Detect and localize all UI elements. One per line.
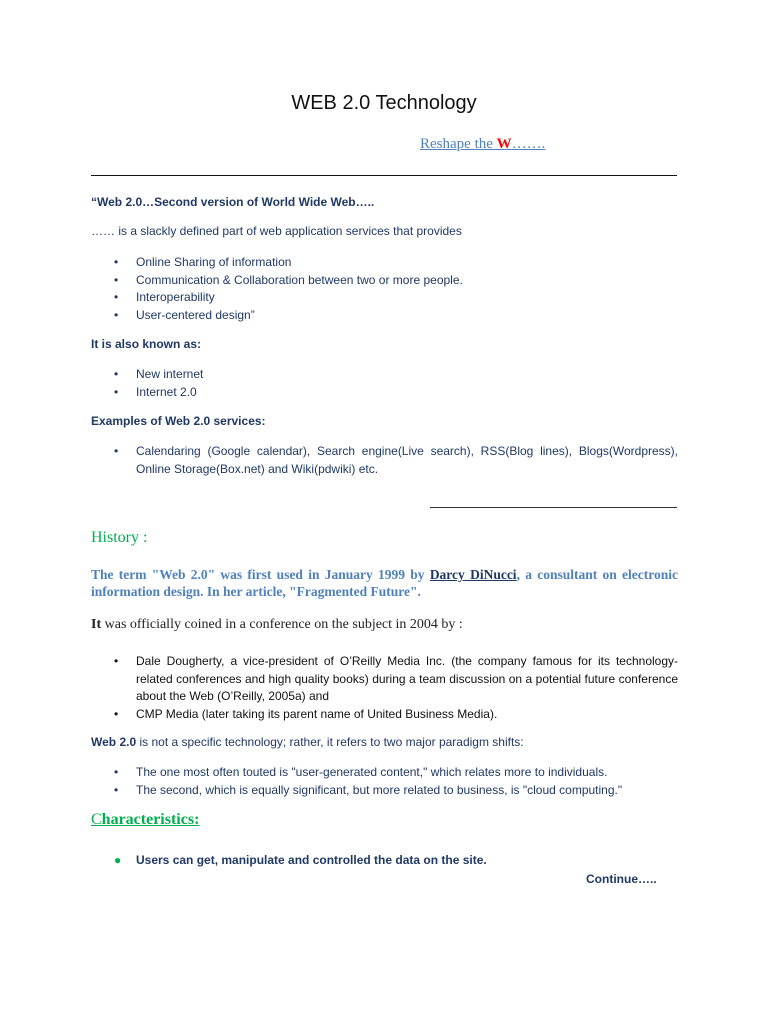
paradigm-line: [91, 735, 524, 749]
list-item-text: Interoperability: [136, 290, 215, 304]
list-item-text: The one most often touted is "user-generated content," which relates more to individuals.: [136, 765, 608, 779]
bullet-icon: •: [114, 782, 119, 797]
examples-list: [91, 443, 678, 478]
list-item: [91, 254, 681, 272]
aka-heading: It is also known as:: [91, 337, 202, 351]
subtitle-prefix: Reshape the: [420, 136, 497, 152]
characteristics-list: [91, 852, 681, 870]
section-divider: [430, 507, 677, 508]
definition-list: [91, 254, 681, 324]
list-item: [91, 443, 678, 478]
list-item-text: Calendaring (Google calendar), Search engine(Live search), RSS(Blog lines), Blogs(Wordpress), Online Storage(Box.net) and Wiki(pdwiki) etc.: [136, 444, 678, 476]
list-item: [91, 852, 681, 870]
darcy-dinucci-link[interactable]: Darcy DiNucci: [429, 567, 517, 582]
list-item: [91, 653, 678, 706]
list-item: [91, 384, 681, 402]
definition-line2: …… is a slackly defined part of web application services that provides: [91, 224, 462, 238]
bullet-icon: •: [114, 272, 119, 287]
bullet-icon: •: [114, 307, 119, 322]
coined-list: [91, 653, 678, 723]
examples-heading: Examples of Web 2.0 services:: [91, 414, 266, 428]
coined-lead: It: [91, 617, 102, 632]
coined-line: [91, 617, 463, 633]
list-item-text: Communication & Collaboration between two or more people.: [136, 272, 463, 287]
characteristics-heading-first: C: [91, 811, 102, 828]
subtitle-highlight: W: [496, 136, 512, 152]
coined-rest: was officially coined in a conference on the subject in 2004 by :: [101, 617, 463, 632]
bullet-icon: •: [114, 706, 119, 721]
list-item-text: CMP Media (later taking its parent name of United Business Media).: [136, 706, 498, 721]
list-item: [91, 272, 681, 290]
list-item-text: New internet: [136, 367, 204, 381]
paradigm-list: [91, 764, 691, 799]
list-item-text: Users can get, manipulate and controlled the data on the site.: [136, 853, 487, 867]
list-item: [91, 307, 681, 325]
continue-text: Continue…..: [586, 872, 657, 886]
page-title: WEB 2.0 Technology: [291, 92, 477, 114]
bullet-icon: ●: [114, 853, 122, 867]
subtitle-suffix: …….: [511, 136, 546, 152]
history-heading: History :: [91, 529, 148, 546]
paradigm-rest: is not a specific technology; rather, it refers to two major paradigm shifts:: [136, 735, 524, 749]
history-intro: [91, 566, 678, 600]
bullet-icon: •: [114, 255, 119, 269]
list-item-text: User-centered design”: [136, 307, 255, 322]
bullet-icon: •: [114, 444, 119, 458]
subtitle: [420, 136, 545, 153]
bullet-icon: •: [114, 367, 119, 381]
list-item: [91, 764, 691, 782]
aka-list: [91, 366, 681, 401]
characteristics-heading-rest: haracteristics:: [101, 811, 200, 828]
list-item: [91, 289, 681, 307]
list-item: [91, 782, 691, 800]
list-item: [91, 706, 678, 724]
list-item-text: The second, which is equally significant, but more related to business, is "cloud computing.": [136, 782, 623, 797]
characteristics-heading: [91, 811, 199, 829]
bullet-icon: •: [114, 384, 119, 399]
bullet-icon: •: [114, 290, 119, 304]
list-item-text: Dale Dougherty, a vice-president of O’Reilly Media Inc. (the company famous for its technology-related conferences and high quality books) during a team discussion on a potential future conference about the Web (O’Reilly, 2005a) and: [136, 654, 678, 703]
title-divider: [91, 175, 677, 176]
list-item-text: Internet 2.0: [136, 384, 197, 399]
definition-line1: “Web 2.0…Second version of World Wide Web…..: [91, 195, 375, 209]
list-item-text: Online Sharing of information: [136, 255, 292, 269]
paradigm-lead: Web 2.0: [91, 735, 137, 749]
bullet-icon: •: [114, 765, 119, 779]
history-intro-text-end: , a consultant on electronic information design. In her article, "Fragmented Future".: [91, 567, 678, 599]
history-intro-text: The term "Web 2.0" was first used in January 1999 by: [91, 567, 430, 582]
list-item: [91, 366, 681, 384]
bullet-icon: •: [114, 654, 119, 668]
